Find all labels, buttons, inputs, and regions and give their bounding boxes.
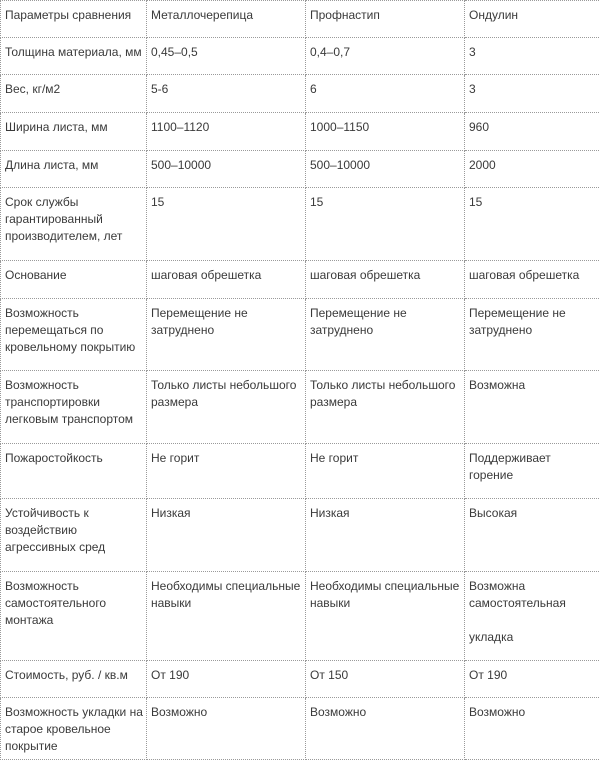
ondulin-value: Перемещение не затруднено xyxy=(465,299,600,371)
param-label: Стоимость, руб. / кв.м xyxy=(1,661,147,698)
param-label: Толщина материала, мм xyxy=(1,38,147,75)
header-metal-tile: Металлочерепица xyxy=(147,1,306,38)
header-profiled-sheet: Профнастип xyxy=(306,1,465,38)
ondulin-value: 3 xyxy=(465,75,600,113)
param-label: Длина листа, мм xyxy=(1,151,147,188)
table-row xyxy=(1,38,600,75)
metal-tile-value: Необходимы специальные навыки xyxy=(147,572,306,661)
param-label: Пожаростойкость xyxy=(1,444,147,499)
table-row xyxy=(1,151,600,188)
ondulin-value: 3 xyxy=(465,38,600,75)
metal-tile-value: 1100–1120 xyxy=(147,113,306,151)
table-row xyxy=(1,444,600,499)
profiled-sheet-value: Перемещение не затруднено xyxy=(306,299,465,371)
profiled-sheet-value: Низкая xyxy=(306,499,465,572)
metal-tile-value: 0,45–0,5 xyxy=(147,38,306,75)
ondulin-value: От 190 xyxy=(465,661,600,698)
profiled-sheet-value: Только листы небольшого размера xyxy=(306,371,465,444)
ondulin-value: Возможна xyxy=(465,371,600,444)
profiled-sheet-value: 15 xyxy=(306,188,465,261)
param-label: Вес, кг/м2 xyxy=(1,75,147,113)
ondulin-value: 15 xyxy=(465,188,600,261)
table-row xyxy=(1,661,600,698)
param-label: Срок службы гарантированный производителем, лет xyxy=(1,188,147,261)
profiled-sheet-value: шаговая обрешетка xyxy=(306,261,465,299)
profiled-sheet-value: Не горит xyxy=(306,444,465,499)
ondulin-value: 960 xyxy=(465,113,600,151)
ondulin-value: Высокая xyxy=(465,499,600,572)
param-label: Ширина листа, мм xyxy=(1,113,147,151)
param-label: Возможность транспортировки легковым транспортом xyxy=(1,371,147,444)
profiled-sheet-value: Необходимы специальные навыки xyxy=(306,572,465,661)
profiled-sheet-value: 500–10000 xyxy=(306,151,465,188)
param-label: Возможность укладки на старое кровельное покрытие xyxy=(1,698,147,760)
param-label: Возможность перемещаться по кровельному покрытию xyxy=(1,299,147,371)
profiled-sheet-value: 0,4–0,7 xyxy=(306,38,465,75)
metal-tile-value: Только листы небольшого размера xyxy=(147,371,306,444)
table-row xyxy=(1,261,600,299)
table-row xyxy=(1,698,600,760)
header-row xyxy=(1,1,600,38)
profiled-sheet-value: Возможно xyxy=(306,698,465,760)
param-label: Возможность самостоятельного монтажа xyxy=(1,572,147,661)
profiled-sheet-value: От 150 xyxy=(306,661,465,698)
ondulin-value: шаговая обрешетка xyxy=(465,261,600,299)
metal-tile-value: 15 xyxy=(147,188,306,261)
table-row xyxy=(1,499,600,572)
ondulin-value: Поддерживает горение xyxy=(465,444,600,499)
metal-tile-value: Возможно xyxy=(147,698,306,760)
ondulin-value: Возможно xyxy=(465,698,600,760)
table-row xyxy=(1,371,600,444)
table-row xyxy=(1,299,600,371)
metal-tile-value: 500–10000 xyxy=(147,151,306,188)
table-row xyxy=(1,113,600,151)
param-label: Основание xyxy=(1,261,147,299)
header-ondulin: Ондулин xyxy=(465,1,600,38)
metal-tile-value: 5-6 xyxy=(147,75,306,113)
profiled-sheet-value: 6 xyxy=(306,75,465,113)
table-row xyxy=(1,572,600,661)
param-label: Устойчивость к воздействию агрессивных сред xyxy=(1,499,147,572)
ondulin-value: Возможна самостоятельная укладка xyxy=(465,572,600,661)
metal-tile-value: Перемещение не затруднено xyxy=(147,299,306,371)
param-label: Параметры сравнения xyxy=(1,1,147,38)
metal-tile-value: Низкая xyxy=(147,499,306,572)
metal-tile-value: От 190 xyxy=(147,661,306,698)
table-row xyxy=(1,75,600,113)
table-row xyxy=(1,188,600,261)
metal-tile-value: шаговая обрешетка xyxy=(147,261,306,299)
metal-tile-value: Не горит xyxy=(147,444,306,499)
ondulin-value: 2000 xyxy=(465,151,600,188)
profiled-sheet-value: 1000–1150 xyxy=(306,113,465,151)
